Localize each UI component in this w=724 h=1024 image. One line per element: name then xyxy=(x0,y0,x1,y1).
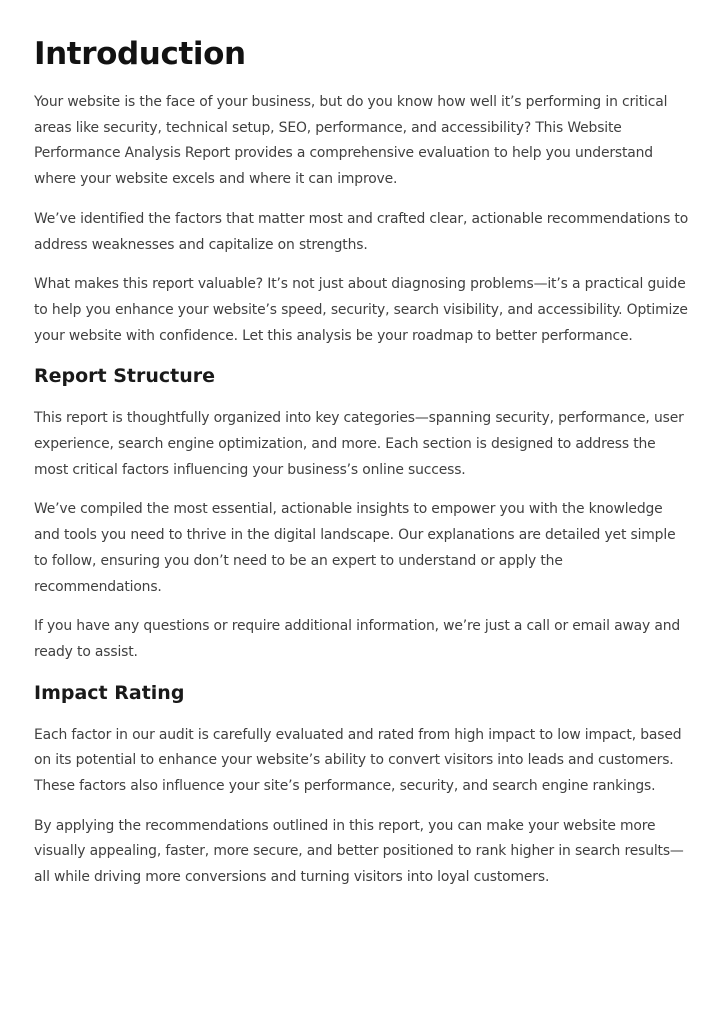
impact-rating-paragraph-2: By applying the recommendations outlined in this report, you can make your website more visually appealing, faster, more secure, and better positioned to rank higher in search results—all while driving more conversions and turning visitors into loyal customers. xyxy=(34,817,684,886)
report-structure-section xyxy=(34,363,690,665)
intro-paragraph-3: What makes this report valuable? It’s not just about diagnosing problems—it’s a practical guide to help you enhance your website’s speed, security, search visibility, and accessibility. Optimize your website with confidence. Let this analysis be your roadmap to better performance. xyxy=(34,276,688,344)
intro-paragraph-1: Your website is the face of your business, but do you know how well it’s performing in critical areas like security, technical setup, SEO, performance, and accessibility? This Website Performance Analysis Report provides a comprehensive evaluation to help you understand where your website excels and where it can improve. xyxy=(34,94,668,188)
report-structure-paragraph-2: We’ve compiled the most essential, actionable insights to empower you with the knowledge and tools you need to thrive in the digital landscape. Our explanations are detailed yet simple to follow, ensuring you don’t need to be an expert to understand or apply the recommendations. xyxy=(34,501,676,595)
impact-rating-heading: Impact Rating xyxy=(34,681,185,704)
report-structure-paragraph-3: If you have any questions or require additional information, we’re just a call or email away and ready to assist. xyxy=(34,618,681,660)
intro-paragraph-2: We’ve identified the factors that matter most and crafted clear, actionable recommendations to address weaknesses and capitalize on strengths. xyxy=(34,210,689,253)
report-structure-heading: Report Structure xyxy=(34,365,216,388)
page-title: Introduction xyxy=(34,36,246,72)
report-structure-paragraph-1: This report is thoughtfully organized into key categories—spanning security, performance, user experience, search engine optimization, and more. Each section is designed to address the most critical factors influencing your business’s online success. xyxy=(34,410,684,478)
impact-rating-section xyxy=(34,680,690,891)
impact-rating-paragraph-1: Each factor in our audit is carefully evaluated and rated from high impact to low impact, based on its potential to enhance your website’s ability to convert visitors into leads and customers. These factors also influence your site’s performance, security, and search engine rankings. xyxy=(34,726,682,795)
